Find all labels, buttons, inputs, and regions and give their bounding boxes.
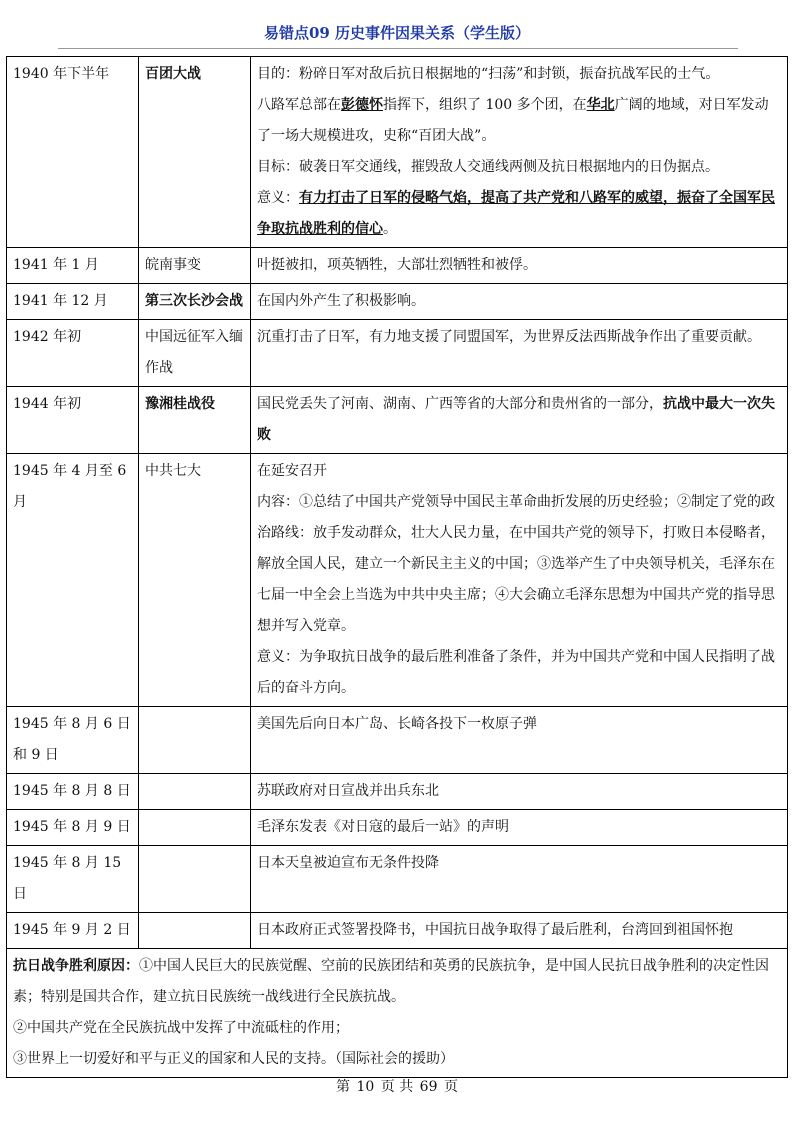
table-row	[7, 387, 788, 454]
summary-cell	[7, 949, 788, 1078]
event-cell: 第三次长沙会战	[139, 284, 251, 320]
date-cell: 1942 年初	[7, 320, 139, 387]
description-cell: 苏联政府对日宣战并出兵东北	[251, 774, 788, 810]
description-cell	[251, 387, 788, 454]
event-cell: 豫湘桂战役	[139, 387, 251, 454]
description-cell: 美国先后向日本广岛、长崎各投下一枚原子弹	[251, 707, 788, 774]
description-cell: 在国内外产生了积极影响。	[251, 284, 788, 320]
event-cell: 皖南事变	[139, 248, 251, 284]
table-row	[7, 57, 788, 248]
event-cell: 中共七大	[139, 454, 251, 707]
desc-text: 指挥下，组织了 100 多个团，在	[383, 97, 587, 113]
table-row	[7, 284, 788, 320]
date-cell: 1945 年 8 月 8 日	[7, 774, 139, 810]
table-row	[7, 846, 788, 913]
summary-line	[13, 951, 781, 1013]
date-cell: 1945 年 8 月 15 日	[7, 846, 139, 913]
event-cell: 中国远征军入缅作战	[139, 320, 251, 387]
date-cell: 1940 年下半年	[7, 57, 139, 248]
summary-line: ②中国共产党在全民族抗战中发挥了中流砥柱的作用；	[13, 1020, 349, 1036]
highlight-text: 华北	[586, 97, 615, 113]
desc-line	[257, 90, 781, 152]
desc-text: 八路军总部在	[257, 97, 341, 113]
description-cell: 日本天皇被迫宣布无条件投降	[251, 846, 788, 913]
description-cell: 毛泽东发表《对日寇的最后一站》的声明	[251, 810, 788, 846]
page-number: 10	[356, 1079, 375, 1095]
summary-line: ③世界上一切爱好和平与正义的国家和人民的支持。（国际社会的援助）	[13, 1051, 454, 1067]
footer-text: 页	[443, 1079, 458, 1095]
page-header-title: 易错点09 历史事件因果关系（学生版）	[263, 24, 531, 42]
desc-line	[257, 183, 781, 245]
highlight-text: 抗战中最大一次失败	[257, 396, 775, 443]
date-cell: 1945 年 8 月 6 日和 9 日	[7, 707, 139, 774]
event-cell	[139, 774, 251, 810]
total-pages: 69	[419, 1079, 438, 1095]
desc-line: 意义：为争取抗日战争的最后胜利准备了条件，并为中国共产党和中国人民指明了战后的奋斗方向。	[257, 649, 775, 696]
desc-line: 在延安召开	[257, 463, 327, 479]
table-row	[7, 913, 788, 949]
event-cell	[139, 846, 251, 913]
date-cell: 1945 年 8 月 9 日	[7, 810, 139, 846]
page-footer	[0, 1076, 794, 1096]
footer-text: 第	[336, 1079, 351, 1095]
description-cell	[251, 57, 788, 248]
summary-text: ①中国人民巨大的民族觉醒、空前的民族团结和英勇的民族抗争，是中国人民抗日战争胜利的决定性因素；特别是国共合作，建立抗日民族统一战线进行全民族抗战。	[13, 958, 769, 1005]
date-cell: 1945 年 4 月至 6 月	[7, 454, 139, 707]
desc-text: 。	[383, 221, 397, 237]
date-cell: 1941 年 12 月	[7, 284, 139, 320]
desc-text: 广阔的地域，对日军发动了一场大规模进攻，史称“百团大战”。	[257, 97, 769, 144]
desc-line: 内容：①总结了中国共产党领导中国民主革命曲折发展的历史经验；②制定了党的政治路线：放手发动群众，壮大人民力量，在中国共产党的领导下，打败日本侵略者，解放全国人民，建立一个新民主主义的中国；③选举产生了中央领导机关，毛泽东在七届一中全会上当选为中共中央主席；④大会确立毛泽东思想为中国共产党的指导思想并写入党章。	[257, 494, 775, 634]
summary-row	[7, 949, 788, 1078]
desc-line: 目标：破袭日军交通线，摧毁敌人交通线两侧及抗日根据地内的日伪据点。	[257, 159, 719, 175]
table-row	[7, 320, 788, 387]
table-row	[7, 248, 788, 284]
event-cell: 百团大战	[139, 57, 251, 248]
event-cell	[139, 913, 251, 949]
description-cell: 日本政府正式签署投降书，中国抗日战争取得了最后胜利，台湾回到祖国怀抱	[251, 913, 788, 949]
highlight-text: 有力打击了日军的侵略气焰，提高了共产党和八路军的威望，振奋了全国军民争取抗战胜利的信心	[257, 190, 775, 237]
description-cell: 沉重打击了日军，有力地支援了同盟国军，为世界反法西斯战争作出了重要贡献。	[251, 320, 788, 387]
desc-line: 目的：粉碎日军对敌后抗日根据地的“扫荡”和封锁，振奋抗战军民的士气。	[257, 66, 720, 82]
description-cell: 叶挺被扣，项英牺牲，大部壮烈牺牲和被俘。	[251, 248, 788, 284]
summary-label: 抗日战争胜利原因：	[13, 958, 139, 974]
date-cell: 1944 年初	[7, 387, 139, 454]
table-row	[7, 810, 788, 846]
table-row	[7, 774, 788, 810]
table-row	[7, 707, 788, 774]
event-cell	[139, 810, 251, 846]
date-cell: 1945 年 9 月 2 日	[7, 913, 139, 949]
footer-text: 页 共	[380, 1079, 414, 1095]
header-divider	[58, 48, 738, 49]
description-cell	[251, 454, 788, 707]
table-row	[7, 454, 788, 707]
desc-text: 意义：	[257, 190, 299, 206]
events-table	[6, 56, 788, 1078]
highlight-text: 彭德怀	[341, 97, 383, 113]
date-cell: 1941 年 1 月	[7, 248, 139, 284]
desc-text: 国民党丢失了河南、湖南、广西等省的大部分和贵州省的一部分，	[257, 396, 663, 412]
event-cell	[139, 707, 251, 774]
